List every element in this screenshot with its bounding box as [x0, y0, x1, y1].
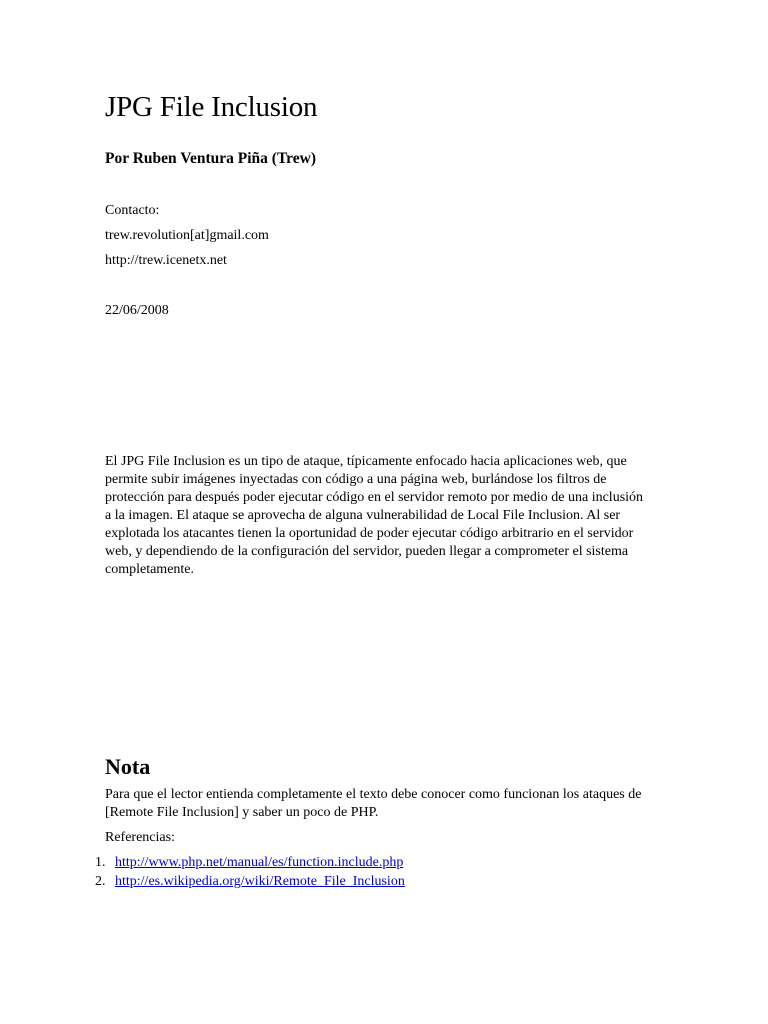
intro-line: protección para después poder ejecutar código en el servidor remoto por medio de una inclusión — [105, 490, 644, 505]
intro-paragraph — [105, 453, 695, 579]
intro-line: permite subir imágenes inyectadas con código a una página web, burlándose los filtros de — [105, 472, 607, 487]
reference-item — [95, 872, 405, 891]
reference-number: 1. — [95, 855, 106, 870]
references-label: Referencias: — [105, 830, 175, 845]
references-list — [95, 853, 405, 891]
note-heading: Nota — [105, 754, 151, 779]
note-paragraph — [105, 786, 705, 822]
intro-line: El JPG File Inclusion es un tipo de ataque, típicamente enfocado hacia aplicaciones web, que — [105, 454, 627, 469]
document-author: Por Ruben Ventura Piña (Trew) — [105, 150, 316, 167]
reference-item — [95, 853, 405, 872]
note-line: [Remote File Inclusion] y saber un poco de PHP. — [105, 805, 379, 820]
reference-number: 2. — [95, 874, 106, 889]
reference-link-wikipedia[interactable]: http://es.wikipedia.org/wiki/Remote_File_Inclusion — [115, 874, 405, 889]
contact-website: http://trew.icenetx.net — [105, 253, 227, 268]
intro-line: explotada los atacantes tienen la oportunidad de poder ejecutar código arbitrario en el servidor — [105, 526, 634, 541]
document-date: 22/06/2008 — [105, 303, 169, 318]
document-title: JPG File Inclusion — [105, 91, 318, 123]
intro-line: web, y dependiendo de la configuración del servidor, pueden llegar a comprometer el sistema — [105, 544, 629, 559]
reference-link-php[interactable]: http://www.php.net/manual/es/function.include.php — [115, 855, 404, 870]
intro-line: a la imagen. El ataque se aprovecha de alguna vulnerabilidad de Local File Inclusion. Al ser — [105, 508, 621, 523]
note-line: Para que el lector entienda completamente el texto debe conocer como funcionan los ataques de — [105, 787, 642, 802]
contact-email: trew.revolution[at]gmail.com — [105, 228, 269, 243]
contact-label: Contacto: — [105, 203, 160, 218]
intro-line: completamente. — [105, 562, 195, 577]
